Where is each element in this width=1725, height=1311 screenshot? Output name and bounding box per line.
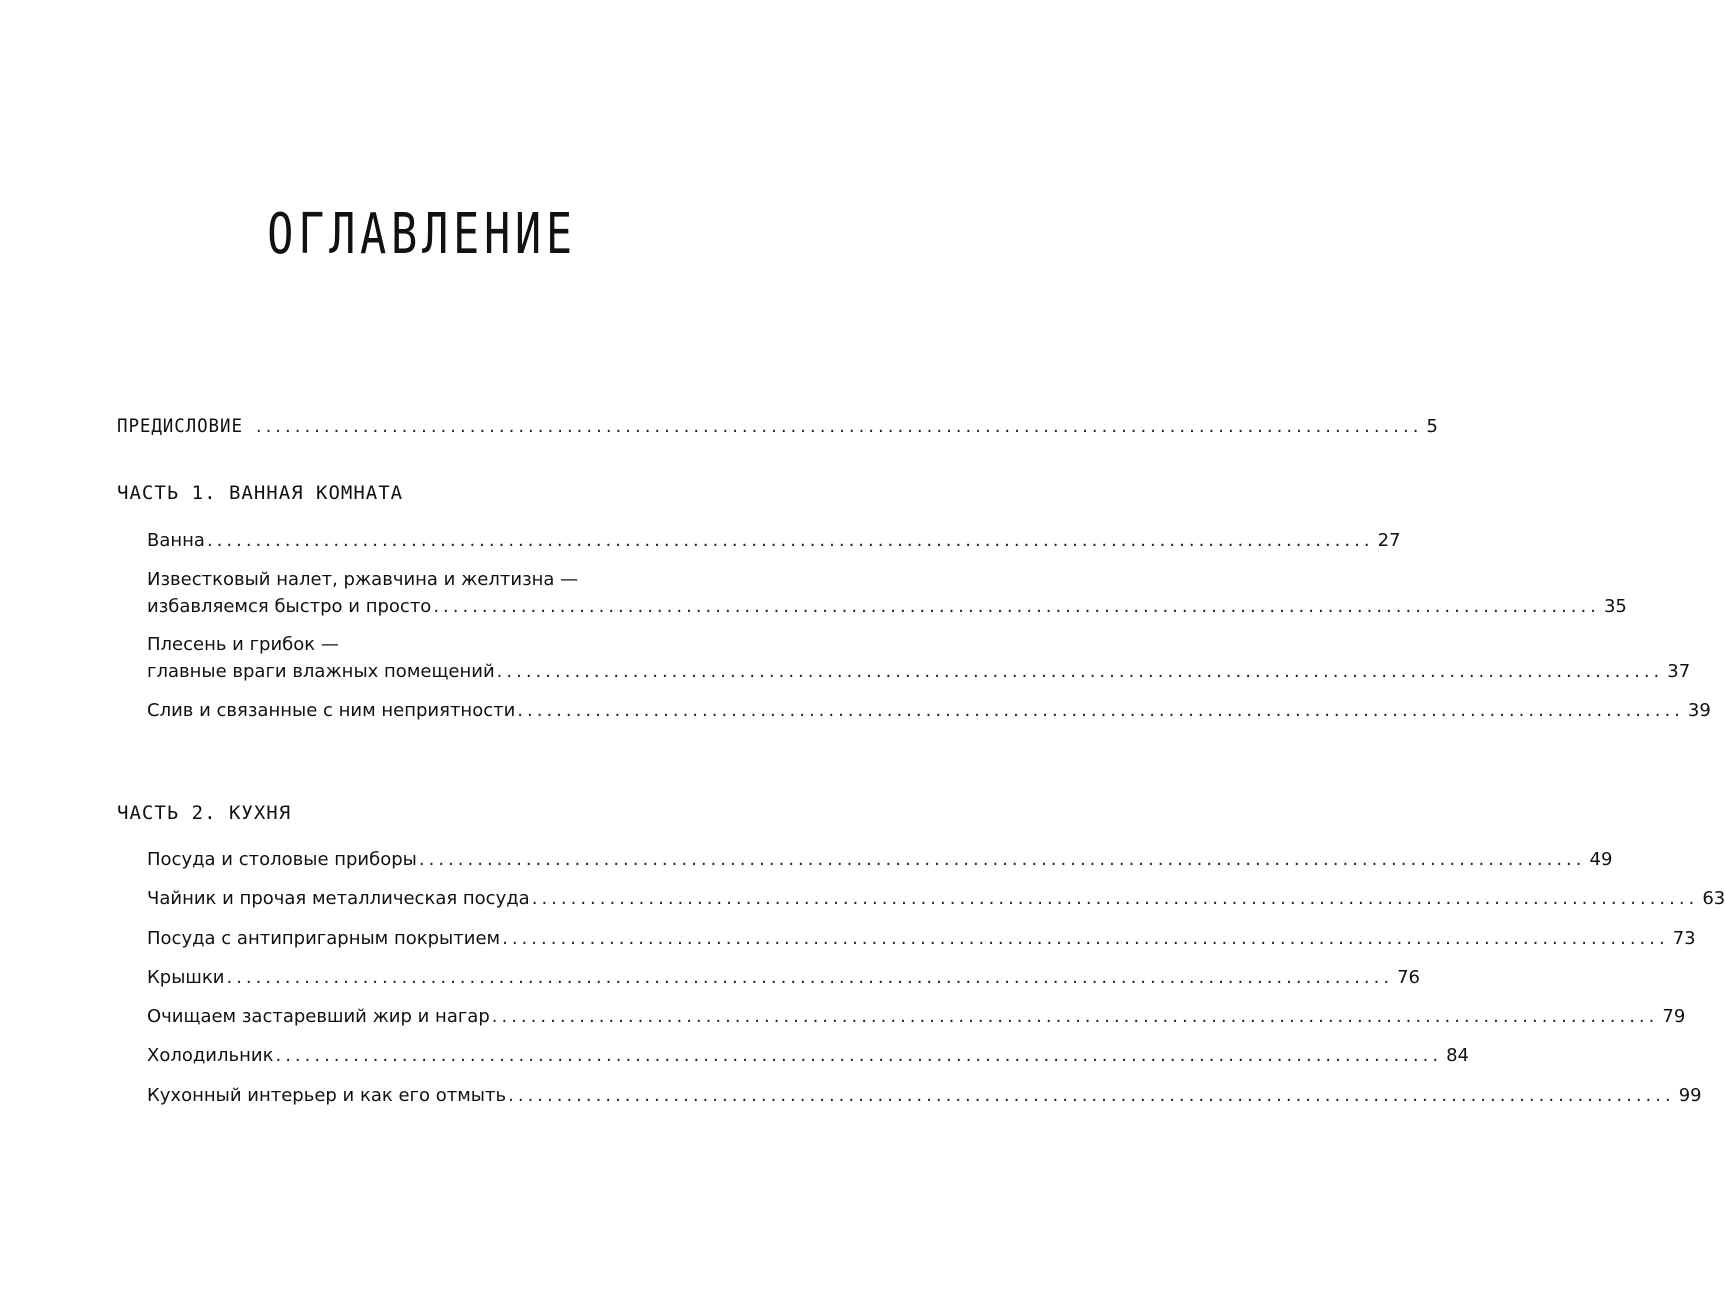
toc-entry-drain[interactable] (147, 699, 1711, 723)
toc-entry-nonstick[interactable] (147, 927, 1696, 951)
toc-entry-limescale[interactable] (147, 595, 1627, 619)
part-2-heading: ЧАСТЬ 2. КУХНЯ (117, 802, 292, 824)
toc-entry-label: Ванна (147, 530, 205, 551)
toc-leader-dots: ........................................................................................................................ (491, 1006, 1659, 1027)
toc-entry-mold[interactable] (147, 660, 1691, 684)
toc-entry-label: Слив и связанные с ним неприятности (147, 700, 516, 721)
toc-entry-page: 39 (1687, 700, 1711, 721)
toc-leader-dots: ........................................................................................................................ (433, 596, 1600, 617)
toc-entry-label: ПРЕДИСЛОВИЕ (117, 415, 243, 437)
page-title: ОГЛАВЛЕНИЕ (267, 202, 577, 267)
toc-entry-page: 49 (1589, 849, 1613, 870)
part-1-heading: ЧАСТЬ 1. ВАННАЯ КОМНАТА (117, 482, 404, 504)
toc-entry-page: 84 (1446, 1045, 1469, 1066)
toc-entry-label: главные враги влажных помещений (147, 661, 495, 682)
toc-leader-dots: ........................................................................................................................ (496, 661, 1664, 682)
toc-entry-kettle[interactable] (147, 887, 1725, 911)
toc-entry-limescale-line1[interactable]: Известковый налет, ржавчина и желтизна — (147, 569, 579, 590)
toc-leader-dots: ........................................................................................................................ (255, 416, 1423, 437)
toc-entry-grease[interactable] (147, 1005, 1686, 1029)
toc-entry-page: 73 (1672, 928, 1696, 949)
toc-leader-dots: ........................................................................................................................ (275, 1045, 1443, 1066)
toc-leader-dots: ........................................................................................................................ (508, 1085, 1675, 1106)
toc-leader-dots: ........................................................................................................................ (517, 700, 1684, 721)
toc-entry-label: Кухонный интерьер и как его отмыть (147, 1085, 507, 1106)
toc-entry-page: 79 (1662, 1006, 1686, 1027)
toc-entry-bath[interactable] (147, 529, 1401, 553)
toc-entry-page: 27 (1377, 530, 1401, 551)
toc-entry-fridge[interactable] (147, 1044, 1469, 1068)
toc-entry-lids[interactable] (147, 966, 1420, 990)
toc-entry-page: 37 (1667, 661, 1691, 682)
toc-entry-kitchen-interior[interactable] (147, 1084, 1702, 1108)
toc-entry-page: 99 (1678, 1085, 1702, 1106)
toc-entry-page: 63 (1702, 888, 1725, 909)
toc-leader-dots: ........................................................................................................................ (502, 928, 1669, 949)
toc-leader-dots: ........................................................................................................................ (226, 967, 1394, 988)
toc-entry-label: Посуда и столовые приборы (147, 849, 417, 870)
toc-entry-dishes[interactable] (147, 848, 1613, 872)
toc-entry-label: избавляемся быстро и просто (147, 596, 432, 617)
toc-leader-dots: ........................................................................................................................ (531, 888, 1699, 909)
toc-entry-mold-line1[interactable]: Плесень и грибок — (147, 634, 339, 655)
toc-entry-page: 35 (1603, 596, 1627, 617)
toc-entry-preface[interactable] (117, 414, 1438, 439)
toc-entry-label: Холодильник (147, 1045, 274, 1066)
toc-entry-label: Крышки (147, 967, 225, 988)
toc-entry-label: Очищаем застаревший жир и нагар (147, 1006, 490, 1027)
toc-leader-dots: ........................................................................................................................ (418, 849, 1586, 870)
toc-entry-page: 76 (1397, 967, 1420, 988)
toc-entry-label: Чайник и прочая металлическая посуда (147, 888, 530, 909)
toc-entry-label: Посуда с антипригарным покрытием (147, 928, 501, 949)
toc-leader-dots: ........................................................................................................................ (206, 530, 1374, 551)
toc-entry-page: 5 (1426, 416, 1438, 437)
